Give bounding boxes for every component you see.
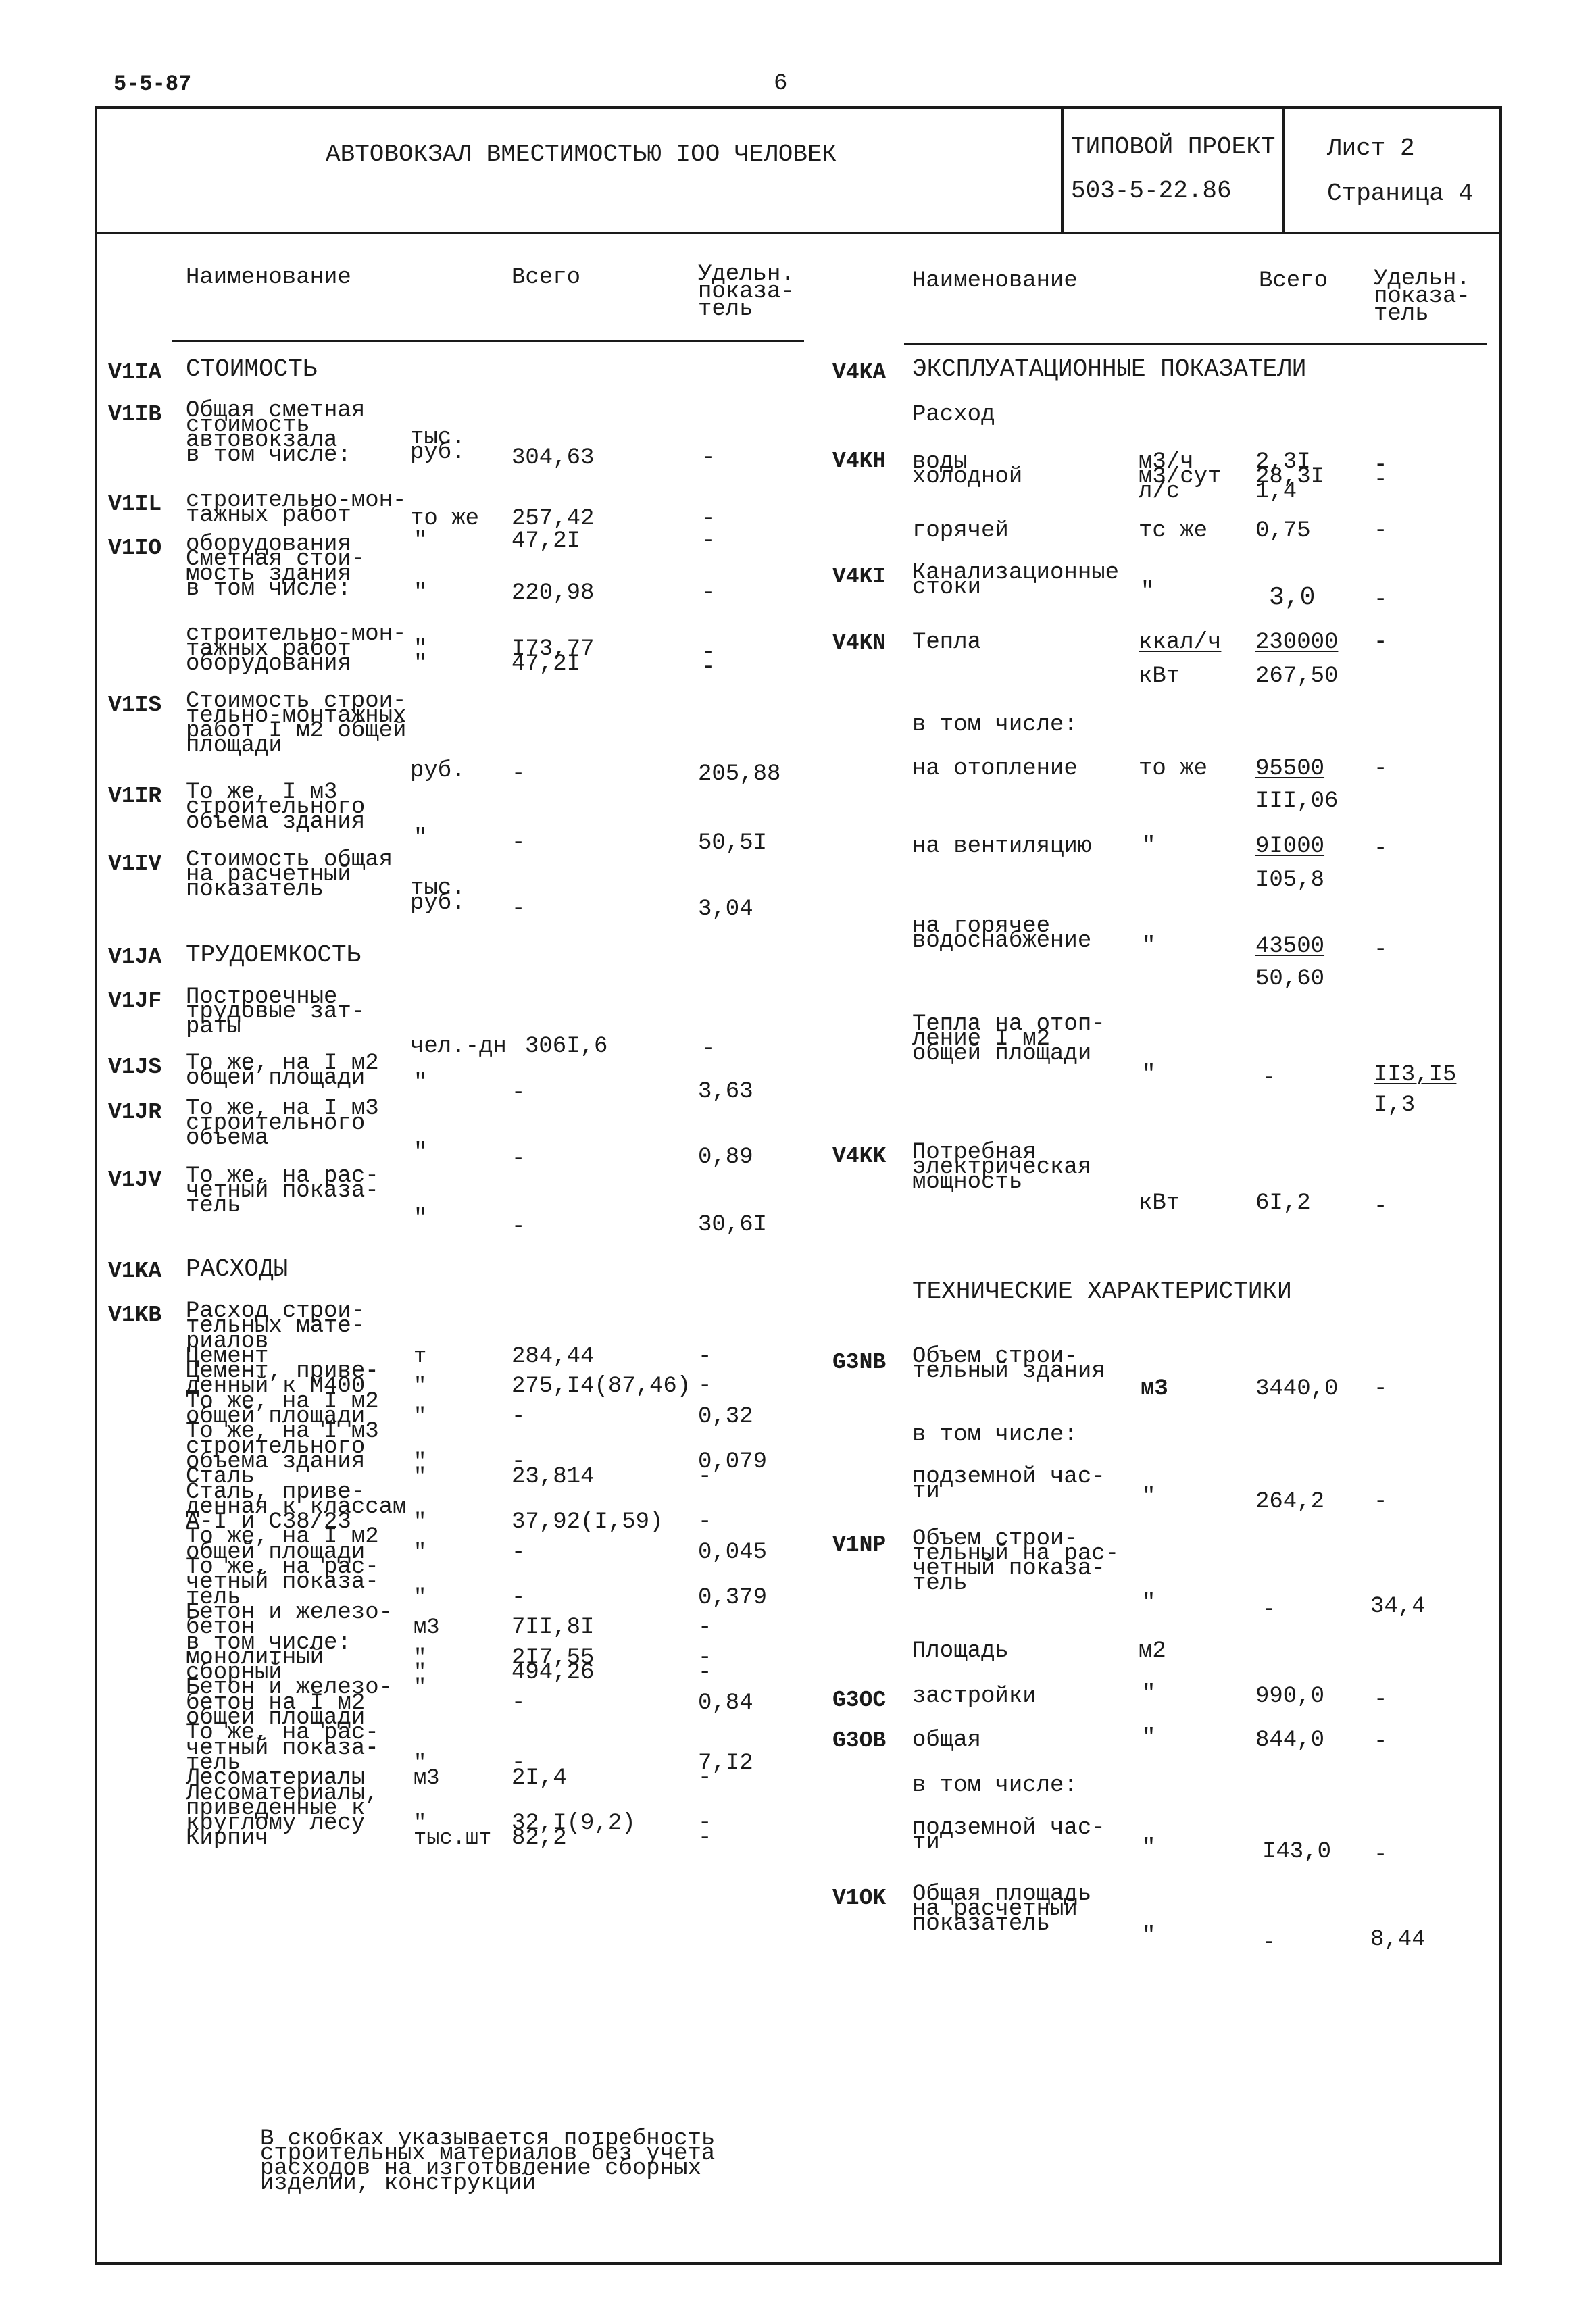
general-area-unit: " <box>1142 1726 1156 1751</box>
item-unit: " " <box>414 636 428 677</box>
header-divider-2 <box>1282 106 1285 233</box>
hotwater-supply-total-kcal: 43500 <box>1255 934 1325 959</box>
page-label: Страница 4 <box>1327 180 1474 207</box>
item-name: Стоимость строи- тельно-монтажных работ I м2 общей площади <box>186 688 407 759</box>
item-spec: - <box>701 445 716 471</box>
code-v4kh: V4KH <box>832 449 887 474</box>
ventilation-total-kw: I05,8 <box>1255 867 1325 893</box>
sewage-name: Канализационные стоки <box>912 560 1120 601</box>
item-total: - <box>512 830 526 856</box>
area-unit: м2 <box>1139 1638 1166 1664</box>
hot-water-unit: тс же <box>1139 518 1208 544</box>
area-calc-total: - <box>1262 1930 1276 1956</box>
left-column-header-rule <box>172 340 804 342</box>
code-v1jv: V1JV <box>108 1167 162 1192</box>
labor-spec: 0,89 <box>698 1145 753 1170</box>
ventilation-total-kcal: 9I000 <box>1255 834 1325 859</box>
header-bottom-line <box>95 232 1502 234</box>
underground-area-unit: " <box>1142 1836 1156 1861</box>
ventilation-spec: - <box>1374 836 1388 861</box>
hotwater-supply-total-kw: 50,60 <box>1255 966 1325 992</box>
frame-right-line <box>1499 106 1502 2265</box>
built-area-name: застройки <box>912 1684 1037 1709</box>
document-title: АВТОВОКЗАЛ ВМЕСТИМОСТЬЮ IOO ЧЕЛОВЕК <box>326 141 837 168</box>
section-operational-title: ЭКСПЛУАТАЦИОННЫЕ ПОКАЗАТЕЛИ <box>912 355 1307 383</box>
left-col-total-header: Всего <box>512 265 581 291</box>
section-expenses-title: РАСХОДЫ <box>186 1255 289 1283</box>
underground-area-name: подземной час- ти <box>912 1815 1105 1856</box>
labor-unit: чел.-дн <box>410 1034 507 1059</box>
underground-area-spec: - <box>1374 1842 1388 1868</box>
labor-name: То же, на рас- четный показа- тель <box>186 1163 379 1219</box>
item-unit: " <box>414 826 428 851</box>
underground-volume-unit: " <box>1142 1484 1156 1510</box>
item-unit: " <box>414 580 428 606</box>
heating-total-kcal: 95500 <box>1255 756 1325 782</box>
labor-spec: - <box>701 1036 716 1062</box>
section-technical-title: ТЕХНИЧЕСКИЕ ХАРАКТЕРИСТИКИ <box>912 1278 1292 1305</box>
item-total: I73,77 47,2I <box>512 636 595 677</box>
hotwater-supply-spec: - <box>1374 937 1388 963</box>
volume-unit: м3 <box>1141 1376 1168 1402</box>
page-number: 6 <box>774 71 788 97</box>
underground-area-total: I43,0 <box>1262 1839 1332 1865</box>
ventilation-name: на вентиляцию <box>912 834 1092 859</box>
labor-total: - <box>512 1080 526 1106</box>
item-name: строительно-мон- тажных работ оборудования <box>186 622 407 677</box>
heat-per-m2-spec-kw: I,3 <box>1374 1092 1416 1118</box>
code-g3nb: G3NB <box>832 1350 887 1375</box>
code-v1ka: V1KA <box>108 1259 162 1284</box>
item-unit: " <box>414 528 428 554</box>
consumption-label: Расход <box>912 402 995 428</box>
general-area-total: 844,0 <box>1255 1728 1325 1753</box>
frame-bottom-line <box>95 2262 1502 2265</box>
including-label-2: в том числе: <box>912 1422 1078 1448</box>
hot-water-total: 0,75 <box>1255 518 1311 544</box>
item-spec: - <box>701 506 716 532</box>
labor-unit: " <box>414 1206 428 1232</box>
including-label: в том числе: <box>912 712 1078 738</box>
code-v1io: V1IO <box>108 536 162 561</box>
materials-units: т " " " " " " " м3 " " " " м3 " тыс.шт <box>414 1343 492 1851</box>
volume-calc-total: - <box>1262 1597 1276 1623</box>
underground-volume-spec: - <box>1374 1489 1388 1515</box>
water-spec: - - <box>1374 453 1388 493</box>
heat-per-m2-spec-kcal: II3,I5 <box>1374 1062 1457 1088</box>
item-spec: 205,88 <box>698 761 781 787</box>
right-col-specific-header: Удельн. показа- тель <box>1374 266 1470 327</box>
header-divider-1 <box>1061 106 1064 233</box>
code-v1jr: V1JR <box>108 1100 162 1125</box>
heat-unit-kw: кВт <box>1139 663 1180 689</box>
heat-per-m2-total: - <box>1262 1065 1276 1091</box>
power-unit: кВт <box>1139 1190 1180 1216</box>
code-v1ib: V1IB <box>108 402 162 427</box>
code-v1ir: V1IR <box>108 784 162 809</box>
item-name: То же, I м3 строительного объема здания <box>186 780 366 835</box>
right-col-name-header: Наименование <box>912 268 1078 294</box>
hot-water-name: горячей <box>912 518 1009 544</box>
general-area-spec: - <box>1374 1729 1388 1755</box>
code-v1ja: V1JA <box>108 945 162 970</box>
materials-names: Расход строи- тельных мате- риалов Цемент Цемент, приве- денный к М400 То же, на I м2 общей площади То же, на I м3 строительного объема здания Сталь Сталь, приве- денная к классам А-I и С38/23 То же, на I м2 общей площади То же, на рас- четный показа- тель Бетон и железо- бетон в том числе: монолитный сборный Бетон и железо- бетон на I м2 общей площади То же, на рас- четный показа- тель Лесоматериалы Лесоматериалы, приведенные к круглому лесу Кирпич <box>186 1299 407 1852</box>
area-calc-spec: 8,44 <box>1370 1927 1426 1953</box>
volume-name: Объем строи- тельный здания <box>912 1344 1105 1384</box>
code-v1js: V1JS <box>108 1055 162 1080</box>
code-v4kk: V4KK <box>832 1144 887 1169</box>
built-area-spec: - <box>1374 1687 1388 1713</box>
project-number: 503-5-22.86 <box>1071 177 1232 205</box>
heat-spec: - <box>1374 630 1388 655</box>
materials-specs: - - 0,32 0,079 - - 0,045 0,379 - - - 0,84 7,I2 - - - <box>698 1343 768 1852</box>
code-v1ia: V1IA <box>108 360 162 385</box>
labor-unit: " <box>414 1070 428 1096</box>
ventilation-unit: " <box>1142 834 1156 859</box>
heating-total-kw: III,06 <box>1255 788 1339 814</box>
item-total: 257,42 <box>512 506 595 532</box>
item-spec: 50,5I <box>698 830 768 856</box>
item-spec: - <box>701 580 716 606</box>
area-calc-name: Общая площадь на расчетный показатель <box>912 1882 1092 1937</box>
water-name: воды холодной <box>912 449 1023 490</box>
item-unit: руб. <box>410 758 466 784</box>
project-label: ТИПОВОЙ ПРОЕКТ <box>1071 133 1276 161</box>
labor-unit: " <box>414 1140 428 1165</box>
code-v1is: V1IS <box>108 693 162 718</box>
labor-name: То же, на I м2 общей площади <box>186 1051 379 1091</box>
heat-name: Тепла <box>912 630 982 655</box>
heating-spec: - <box>1374 756 1388 782</box>
heating-unit: то же <box>1139 756 1208 782</box>
item-spec: 3,04 <box>698 897 753 922</box>
item-unit: тыс. руб. <box>410 425 466 466</box>
page-ref: 5-5-87 <box>114 72 192 97</box>
power-name: Потребная электрическая мощность <box>912 1140 1092 1195</box>
item-name: строительно-мон- тажных работ <box>186 488 407 528</box>
heat-unit-kcal: ккал/ч <box>1139 630 1222 655</box>
general-area-name: общая <box>912 1728 982 1753</box>
item-name: Общая сметная стоимость автовокзала в том числе: <box>186 398 366 468</box>
sewage-total: 3,0 <box>1269 583 1316 612</box>
code-v1iv: V1IV <box>108 851 162 876</box>
volume-total: 3440,0 <box>1255 1376 1339 1402</box>
hot-water-spec: - <box>1374 518 1388 544</box>
code-v1np: V1NP <box>832 1532 887 1557</box>
code-v4ki: V4KI <box>832 564 887 589</box>
code-v1jf: V1JF <box>108 988 162 1013</box>
area-label: Площадь <box>912 1638 1009 1664</box>
item-name: оборудования Сметная стои- мость здания в том числе: <box>186 532 366 602</box>
item-total: - <box>512 897 526 922</box>
code-g3oc: G3OC <box>832 1688 887 1713</box>
frame-top-line <box>95 106 1502 109</box>
built-area-unit: " <box>1142 1682 1156 1707</box>
volume-calc-name: Объем строи- тельный на рас- четный показа- тель <box>912 1526 1120 1596</box>
hotwater-supply-name: на горячее водоснабжение <box>912 913 1092 954</box>
volume-calc-unit: " <box>1142 1590 1156 1616</box>
item-name: Стоимость общая на расчетный показатель <box>186 847 393 903</box>
area-calc-unit: " <box>1142 1923 1156 1949</box>
item-spec: - <box>701 528 716 554</box>
labor-spec: 3,63 <box>698 1079 753 1105</box>
hotwater-supply-unit: " <box>1142 934 1156 959</box>
code-v1kb: V1KB <box>108 1303 162 1328</box>
heating-name: на отопление <box>912 756 1078 782</box>
water-total: 2,3I 28,3I 1,4 <box>1255 449 1325 505</box>
code-v4ka: V4KA <box>832 360 887 385</box>
heat-per-m2-name: Тепла на отоп- ление I м2 общей площади <box>912 1011 1105 1067</box>
item-total: - <box>512 761 526 787</box>
item-total: 47,2I <box>512 528 581 554</box>
heat-total-kw: 267,50 <box>1255 663 1339 689</box>
labor-total: 306I,6 <box>525 1034 608 1059</box>
section-labor-title: ТРУДОЕМКОСТЬ <box>186 941 361 969</box>
power-spec: - <box>1374 1194 1388 1219</box>
including-label-3: в том числе: <box>912 1773 1078 1799</box>
item-unit: то же <box>410 506 480 532</box>
item-total: 220,98 <box>512 580 595 606</box>
section-cost-title: СТОИМОСТЬ <box>186 355 318 383</box>
left-col-name-header: Наименование <box>186 265 351 291</box>
code-g3ob: G3OB <box>832 1728 887 1753</box>
sheet-number: Лист 2 <box>1327 134 1415 162</box>
frame-left-line <box>95 106 97 2265</box>
underground-volume-name: подземной час- ти <box>912 1464 1105 1505</box>
code-v1ok: V1OK <box>832 1886 887 1911</box>
left-col-specific-header: Удельн. показа- тель <box>698 261 795 322</box>
volume-spec: - <box>1374 1376 1388 1402</box>
labor-total: - <box>512 1147 526 1172</box>
built-area-total: 990,0 <box>1255 1684 1325 1709</box>
labor-total: - <box>512 1214 526 1240</box>
footnote: В скобках указывается потребность строительных материалов без учета расходов на изготовление сборных изделий, конструкций <box>260 2126 716 2196</box>
sewage-spec: - <box>1374 587 1388 613</box>
sewage-unit: " <box>1141 579 1155 605</box>
code-v1il: V1IL <box>108 492 162 517</box>
code-v4kn: V4KN <box>832 630 887 655</box>
item-total: 304,63 <box>512 445 595 471</box>
heat-per-m2-unit: " <box>1142 1062 1156 1088</box>
power-total: 6I,2 <box>1255 1190 1311 1216</box>
materials-totals: 284,44 275,I4(87,46) - - 23,814 37,92(I,59) - - 7II,8I 2I7,55 494,26 - - 2I,4 32,I(9,2) 82,2 <box>512 1343 691 1852</box>
underground-volume-total: 264,2 <box>1255 1489 1325 1515</box>
right-col-total-header: Всего <box>1259 268 1328 294</box>
volume-calc-spec: 34,4 <box>1370 1594 1426 1619</box>
labor-spec: 30,6I <box>698 1212 768 1238</box>
labor-name: То же, на I м3 строительного объема <box>186 1096 379 1151</box>
water-unit: м3/ч м3/сут л/с <box>1139 449 1222 505</box>
item-spec: - - <box>701 640 716 680</box>
heat-total-kcal: 230000 <box>1255 630 1339 655</box>
item-unit: тыс. руб. <box>410 876 466 916</box>
labor-name: Построечные трудовые зат- раты <box>186 984 366 1040</box>
right-column-header-rule <box>904 343 1487 345</box>
